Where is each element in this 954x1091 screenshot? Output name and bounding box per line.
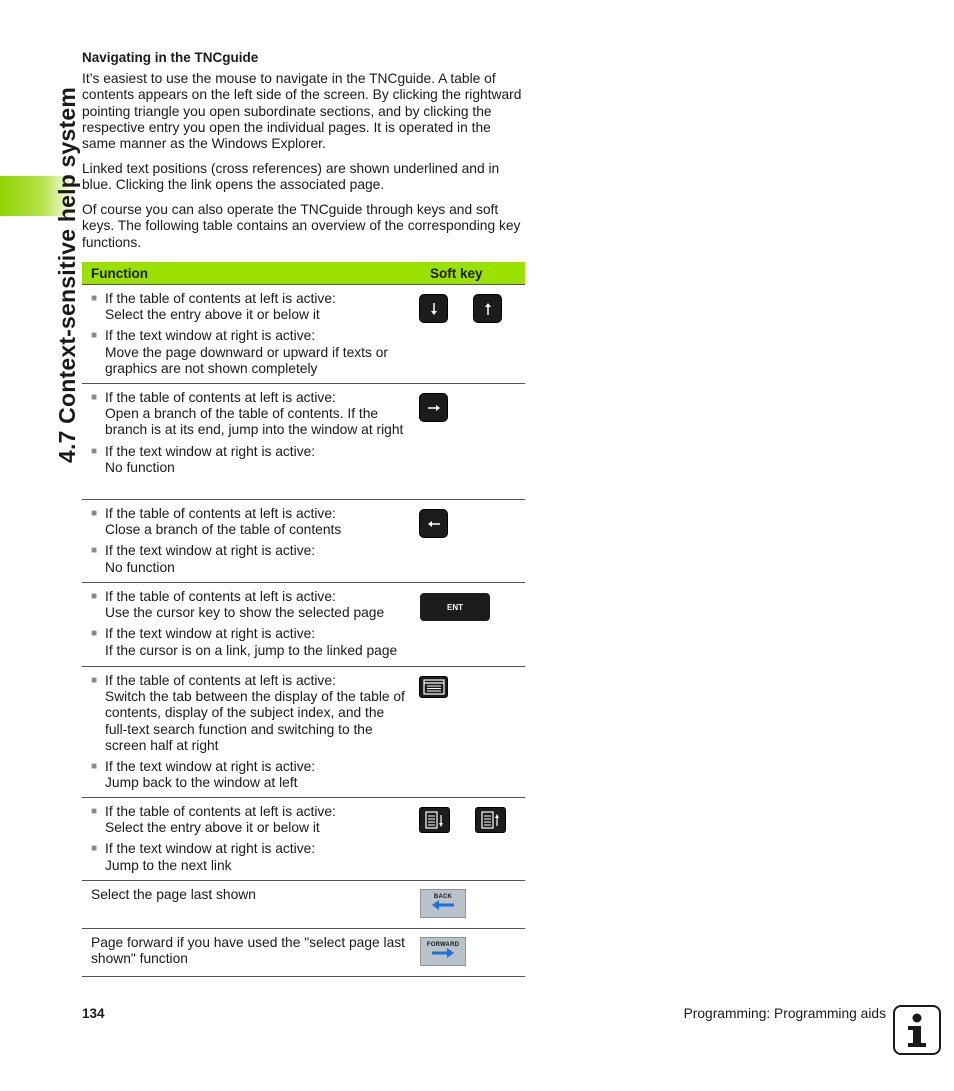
bullet-icon: ■ — [91, 675, 98, 686]
softkey-cell — [412, 285, 525, 383]
table-row — [82, 881, 525, 929]
item-text: Jump back to the window at left — [105, 775, 298, 791]
function-cell — [82, 881, 412, 928]
arrow-left-icon[interactable] — [420, 510, 447, 537]
table-row — [82, 667, 525, 798]
forward-softkey[interactable] — [420, 937, 466, 966]
item-lead: If the text window at right is active: — [105, 328, 316, 344]
softkey-cell — [412, 881, 525, 928]
footer-chapter: Programming: Programming aids — [683, 1006, 886, 1021]
item-lead: If the table of contents at left is active: — [105, 673, 336, 688]
function-cell — [82, 384, 412, 499]
key-functions-table — [82, 262, 525, 977]
function-cell — [82, 285, 412, 383]
table-row — [82, 798, 525, 881]
arrow-right-blue-icon — [430, 948, 456, 958]
list-item — [91, 543, 408, 575]
section-heading: Navigating in the TNCguide — [82, 50, 259, 65]
arrow-left-blue-icon — [430, 900, 456, 910]
bullet-icon: ■ — [91, 843, 98, 855]
bullet-icon: ■ — [91, 545, 98, 557]
bullet-icon: ■ — [91, 330, 98, 342]
row-text: Select the page last shown — [91, 887, 256, 902]
bullet-icon: ■ — [91, 445, 98, 457]
softkey-cell — [412, 667, 525, 797]
intro-paragraph-1: It’s easiest to use the mouse to navigate in the TNCguide. A table of contents appears on the left side of the screen. By clicking the rightward pointing triangle you open subordinate sections, and by clicking the respective entry you open the individual pages. It is operated in the same manner as the Windows Explorer. — [82, 71, 522, 152]
item-text: Select the entry above it or below it — [105, 820, 320, 836]
list-item — [91, 291, 408, 323]
list-item — [91, 626, 408, 658]
item-text: No function — [105, 459, 175, 475]
softkey-label: FORWARD — [426, 942, 460, 948]
list-item — [91, 589, 408, 621]
softkey-cell — [412, 798, 525, 880]
softkey-cell — [412, 500, 525, 582]
table-row — [82, 500, 525, 583]
item-text: Use the cursor key to show the selected page — [105, 605, 385, 621]
item-lead: If the table of contents at left is active: — [105, 804, 336, 819]
item-text: Open a branch of the table of contents. If the branch is at its end, jump into the window at right — [105, 406, 404, 438]
bullet-icon: ■ — [91, 761, 98, 773]
table-row — [82, 285, 525, 384]
list-item — [91, 328, 408, 377]
item-lead: If the text window at right is active: — [105, 626, 316, 642]
list-item — [91, 759, 408, 791]
item-lead: If the table of contents at left is active: — [105, 589, 336, 604]
bullet-icon: ■ — [91, 293, 98, 304]
item-text: If the cursor is on a link, jump to the linked page — [105, 642, 398, 658]
function-cell — [82, 798, 412, 880]
window-switch-icon[interactable] — [420, 677, 447, 697]
item-lead: If the table of contents at left is active: — [105, 291, 336, 306]
item-text: Switch the tab between the display of the table of contents, display of the subject index, and the full-text search function and switching to the screen half at right — [105, 689, 405, 753]
arrow-up-icon[interactable] — [474, 295, 501, 322]
table-row — [82, 929, 525, 977]
softkey-cell — [412, 384, 525, 499]
table-row — [82, 583, 525, 667]
list-item — [91, 841, 408, 873]
item-lead: If the table of contents at left is active: — [105, 506, 336, 521]
item-text: Select the entry above it or below it — [105, 307, 320, 323]
list-item — [91, 444, 408, 476]
page-up-link-icon[interactable] — [476, 808, 505, 832]
softkey-cell — [412, 929, 525, 976]
list-item — [91, 804, 408, 836]
function-cell — [82, 667, 412, 797]
bullet-icon: ■ — [91, 806, 98, 817]
list-item — [91, 390, 408, 439]
intro-paragraph-2: Linked text positions (cross references) are shown underlined and in blue. Clicking the link opens the associated page. — [82, 161, 500, 193]
item-lead: If the text window at right is active: — [105, 543, 316, 559]
arrow-right-icon[interactable] — [420, 394, 447, 421]
table-row — [82, 384, 525, 500]
table-header — [82, 262, 525, 285]
header-function: Function — [91, 265, 148, 281]
header-softkey: Soft key — [430, 265, 483, 281]
bullet-icon: ■ — [91, 628, 98, 640]
intro-paragraph-3: Of course you can also operate the TNCguide through keys and soft keys. The following table contains an overview of the corresponding key functions. — [82, 202, 521, 250]
softkey-cell — [412, 583, 525, 666]
item-lead: If the text window at right is active: — [105, 759, 316, 775]
item-lead: If the text window at right is active: — [105, 443, 316, 459]
bullet-icon: ■ — [91, 392, 98, 403]
row-text: Page forward if you have used the "select page last shown" function — [91, 935, 405, 967]
function-cell — [82, 583, 412, 666]
list-item — [91, 673, 408, 754]
back-softkey[interactable] — [420, 889, 466, 918]
item-text: No function — [105, 559, 175, 575]
function-cell — [82, 500, 412, 582]
item-text: Jump to the next link — [105, 857, 232, 873]
chapter-sidebar-title: 4.7 Context-sensitive help system — [54, 86, 80, 463]
bullet-icon: ■ — [91, 591, 98, 602]
page-down-link-icon[interactable] — [420, 808, 449, 832]
item-text: Move the page downward or upward if texts or graphics are not shown completely — [105, 344, 388, 376]
function-cell — [82, 929, 412, 976]
info-icon — [893, 1005, 941, 1055]
ent-key[interactable]: ENT — [420, 593, 490, 621]
list-item — [91, 506, 408, 538]
bullet-icon: ■ — [91, 508, 98, 519]
page-number: 134 — [82, 1006, 105, 1021]
softkey-label: BACK — [433, 894, 453, 900]
arrow-down-icon[interactable] — [420, 295, 447, 322]
item-lead: If the text window at right is active: — [105, 841, 316, 857]
item-lead: If the table of contents at left is active: — [105, 390, 336, 405]
item-text: Close a branch of the table of contents — [105, 522, 342, 538]
